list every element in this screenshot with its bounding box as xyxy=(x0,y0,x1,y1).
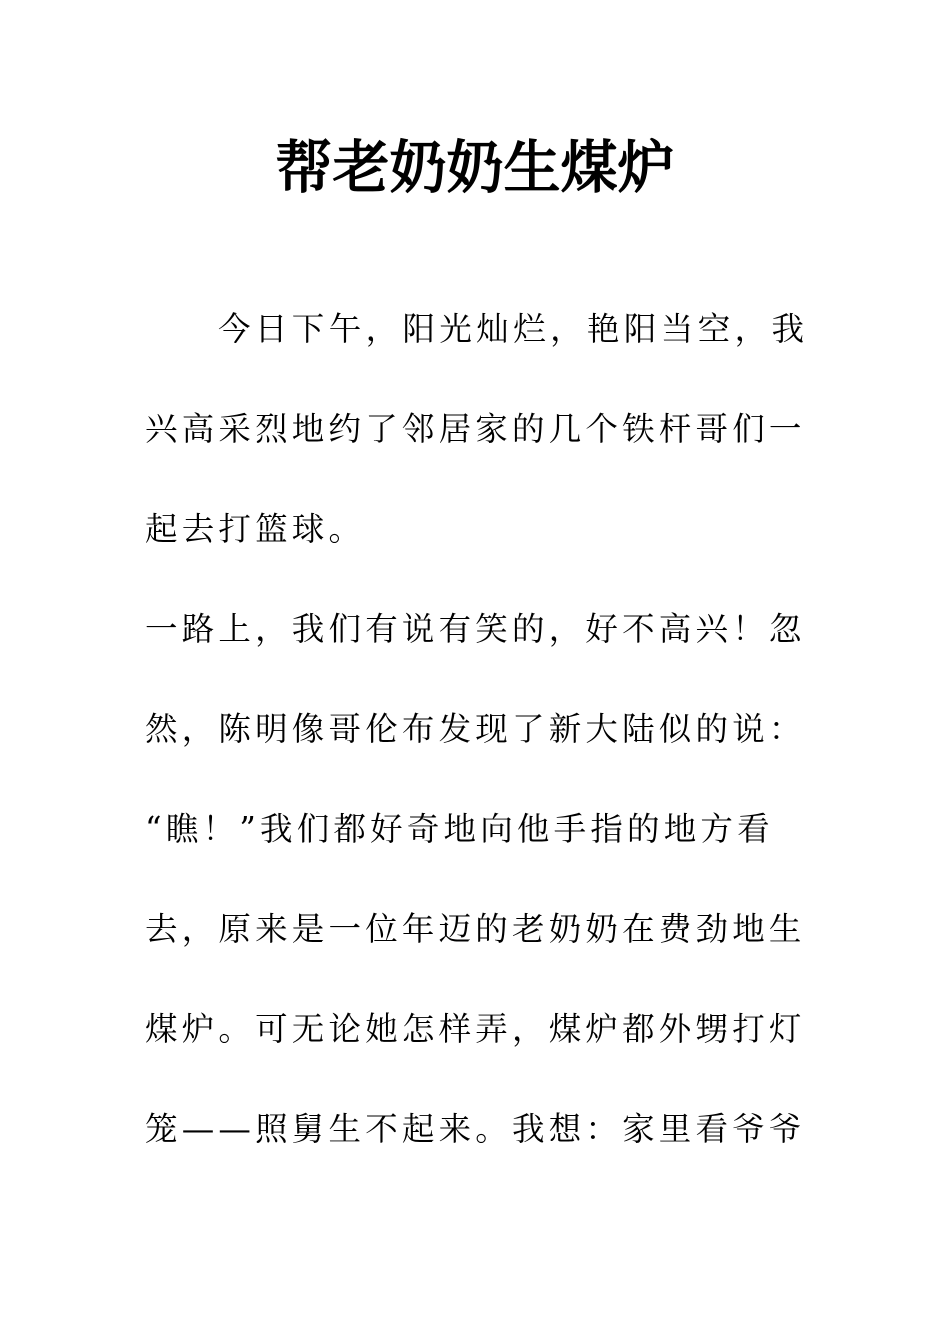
body-line-6: “瞧！”我们都好奇地向他手指的地方看 xyxy=(145,810,774,848)
body-line-7: 去，原来是一位年迈的老奶奶在费劲地生 xyxy=(145,910,806,948)
body-line-2: 兴高采烈地约了邻居家的几个铁杆哥们一 xyxy=(145,410,806,448)
document-title: 帮老奶奶生煤炉 xyxy=(275,135,675,201)
body-line-9: 笼——照舅生不起来。我想：家里看爷爷 xyxy=(145,1110,806,1148)
body-line-3: 起去打篮球。 xyxy=(145,510,366,548)
body-line-8: 煤炉。可无论她怎样弄，煤炉都外甥打灯 xyxy=(145,1010,806,1048)
body-line-4: 一路上，我们有说有笑的，好不高兴！忽 xyxy=(145,610,806,648)
body-line-1: 今日下午，阳光灿烂，艳阳当空，我 xyxy=(218,310,809,348)
body-line-5: 然，陈明像哥伦布发现了新大陆似的说： xyxy=(145,710,806,748)
